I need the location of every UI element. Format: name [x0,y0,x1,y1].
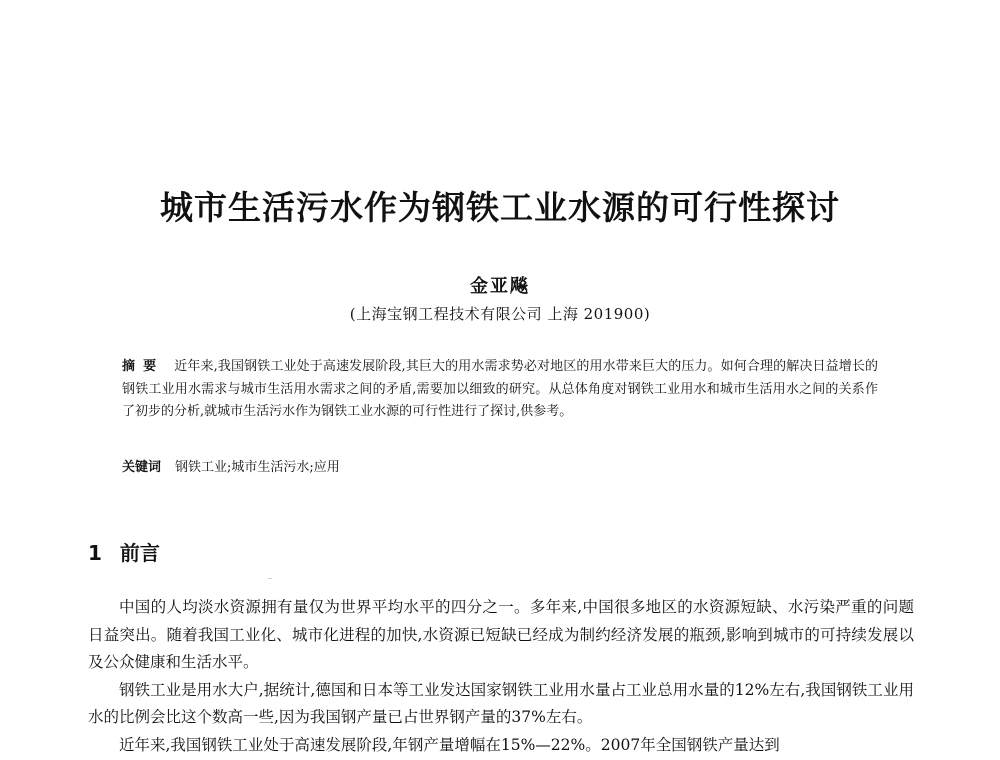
abstract-block [122,356,878,424]
keywords-block [122,457,878,479]
abstract-label: 摘要 [122,359,165,374]
body-paragraph: 中国的人均淡水资源拥有量仅为世界平均水平的四分之一。多年来,中国很多地区的水资源短缺、水污染严重的问题日益突出。随着我国工业化、城市化进程的加快,水资源已短缺已经成为制约经济发展的瓶颈,影响到城市的可持续发展以及公众健康和生活水平。 [88,598,914,671]
body-text [88,594,914,759]
author-name: 金亚飚 [470,276,530,297]
keywords-label: 关键词 [122,460,162,475]
abstract-text: 近年来,我国钢铁工业处于高速发展阶段,其巨大的用水需求势必对地区的用水带来巨大的压力。如何合理的解决日益增长的钢铁工业用水需求与城市生活用水需求之间的矛盾,需要加以细致的研究。从总体角度对钢铁工业用水和城市生活用水之间的关系作了初步的分析,就城市生活污水作为钢铁工业水源的可行性进行了探讨,供参考。 [122,359,878,419]
section-number: 1 [88,541,102,565]
paper-title: 城市生活污水作为钢铁工业水源的可行性探讨 [160,188,840,227]
author-affiliation: (上海宝钢工程技术有限公司 上海 201900) [349,305,651,323]
scan-speck [268,578,272,579]
body-paragraph: 近年来,我国钢铁工业处于高速发展阶段,年钢产量增幅在15%—22%。2007年全国钢铁产量达到 [119,735,780,754]
section-title: 前言 [119,541,160,565]
section-heading [88,540,160,566]
body-paragraph: 钢铁工业是用水大户,据统计,德国和日本等工业发达国家钢铁工业用水量占工业总用水量的12%左右,我国钢铁工业用水的比例会比这个数高一些,因为我国钢产量已占世界钢产量的37%左右。 [88,680,914,726]
keywords-text: 钢铁工业;城市生活污水;应用 [175,460,340,475]
